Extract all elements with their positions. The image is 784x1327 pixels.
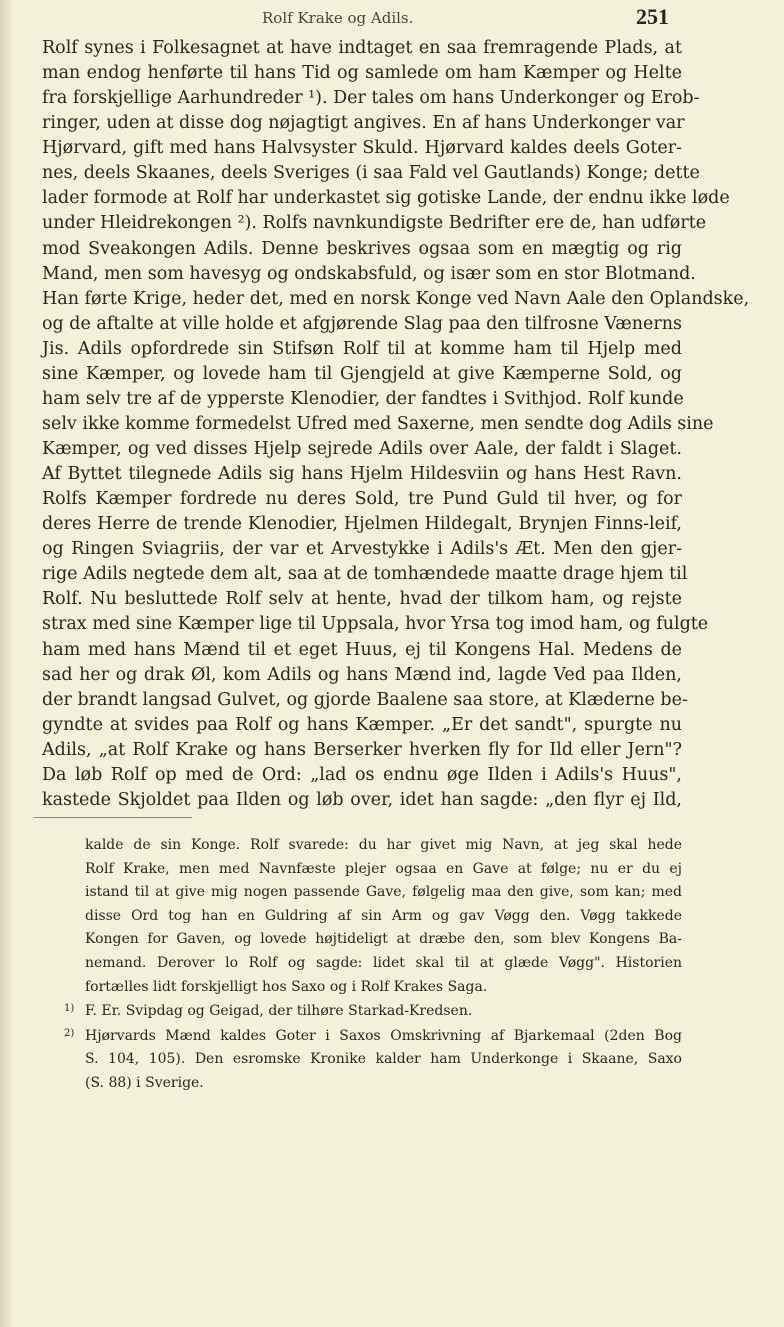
- text-line: nes, deels Skaanes, deels Sveriges (i saa Fald vel Gautlands) Konge; dette: [42, 163, 700, 184]
- text-line: Adils, „at Rolf Krake og hans Berserker hverken fly for Ild eller Jern"?: [42, 739, 682, 760]
- footnote-line: (S. 88) i Sverige.: [85, 1074, 204, 1091]
- text-line: Rolf. Nu besluttede Rolf selv at hente, hvad der tilkom ham, og rejste: [42, 589, 682, 610]
- footnote-marker: 2): [64, 1027, 75, 1039]
- footnote-line: kalde de sin Konge. Rolf svarede: du har givet mig Navn, at jeg skal hede: [85, 837, 682, 853]
- text-line: Hjørvard, gift med hans Halvsyster Skuld. Hjørvard kaldes deels Goter-: [42, 138, 682, 159]
- text-line: Kæmper, og ved disses Hjelp sejrede Adils over Aale, der faldt i Slaget.: [42, 439, 682, 459]
- text-line: sad her og drak Øl, kom Adils og hans Mænd ind, lagde Ved paa Ilden,: [42, 664, 682, 685]
- text-line: strax med sine Kæmper lige til Uppsala, hvor Yrsa tog imod ham, og fulgte: [42, 614, 709, 635]
- footnote-line: istand til at give mig nogen passende Gave, følgelig maa den give, som kan; med: [85, 884, 682, 901]
- text-line: Rolfs Kæmper fordrede nu deres Sold, tre Pund Guld til hver, og for: [42, 489, 682, 510]
- main-text: [42, 36, 750, 813]
- text-line: gyndte at svides paa Rolf og hans Kæmper. „Er det sandt", spurgte nu: [42, 714, 682, 735]
- text-line: der brandt langsad Gulvet, og gjorde Baalene saa store, at Klæderne be-: [42, 689, 688, 710]
- text-line: under Hleidrekongen ²). Rolfs navnkundigste Bedrifter ere de, han udførte: [42, 213, 707, 234]
- text-line: Af Byttet tilegnede Adils sig hans Hjelm Hildesviin og hans Hest Ravn.: [42, 464, 682, 485]
- text-line: Da løb Rolf op med de Ord: „lad os endnu øge Ilden i Adils's Huus",: [42, 764, 682, 785]
- text-line: deres Herre de trende Klenodier, Hjelmen Hildegalt, Brynjen Finns-leif,: [42, 514, 682, 535]
- text-line: fra forskjellige Aarhundreder ¹). Der tales om hans Underkonger og Erob-: [42, 88, 700, 109]
- text-line: og Ringen Sviagriis, der var et Arvestykke i Adils's Æt. Men den gjer-: [42, 539, 682, 560]
- page-header: [0, 4, 784, 32]
- footnote-line: S. 104, 105). Den esromske Kronike kalder ham Underkonge i Skaane, Saxo: [85, 1051, 682, 1068]
- text-line: lader formode at Rolf har underkastet sig gotiske Lande, der endnu ikke løde: [42, 188, 730, 209]
- page-number: 251: [636, 4, 669, 29]
- footnote-line: F. Er. Svipdag og Geigad, der tilhøre Starkad-Kredsen.: [85, 1003, 473, 1020]
- text-line: ringer, uden at disse dog nøjagtigt angives. En af hans Underkonger var: [42, 113, 685, 134]
- text-line: Han førte Krige, heder det, med en norsk Konge ved Navn Aale den Oplandske,: [42, 288, 750, 309]
- text-line: Mand, men som havesyg og ondskabsfuld, og især som en stor Blotmand.: [42, 263, 696, 284]
- footnote-continued: [85, 834, 682, 999]
- footnote-line: Kongen for Gaven, og lovede højtideligt at dræbe den, som blev Kongens Ba-: [85, 931, 682, 948]
- footnote-line: nemand. Derover lo Rolf og sagde: lidet skal til at glæde Vøgg". Historien: [85, 954, 682, 971]
- footnote-line: fortælles lidt forskjelligt hos Saxo og i Rolf Krakes Saga.: [85, 978, 488, 995]
- text-line: ham med hans Mænd til et eget Huus, ej til Kongens Hal. Medens de: [42, 639, 682, 660]
- text-line: rige Adils negtede dem alt, saa at de tomhændede maatte drage hjem til: [42, 564, 688, 585]
- text-line: og de aftalte at ville holde et afgjørende Slag paa den tilfrosne Vænerns: [42, 313, 682, 334]
- footnote-line: Hjørvards Mænd kaldes Goter i Saxos Omskrivning af Bjarkemaal (2den Bog: [85, 1027, 682, 1044]
- running-title: Rolf Krake og Adils.: [262, 9, 414, 27]
- footnote-line: disse Ord tog han en Guldring af sin Arm og gav Vøgg den. Vøgg takkede: [85, 907, 682, 924]
- text-line: selv ikke komme formedelst Ufred med Saxerne, men sendte dog Adils sine: [42, 413, 714, 434]
- text-line: kastede Skjoldet paa Ilden og løb over, idet han sagde: „den flyr ej Ild,: [42, 789, 682, 810]
- footnote-separator: [34, 817, 192, 818]
- text-line: sine Kæmper, og lovede ham til Gjengjeld at give Kæmperne Sold, og: [42, 363, 682, 384]
- text-line: man endog henførte til hans Tid og samlede om ham Kæmper og Helte: [42, 63, 682, 84]
- text-line: mod Sveakongen Adils. Denne beskrives ogsaa som en mægtig og rig: [42, 238, 682, 259]
- text-line: ham selv tre af de ypperste Klenodier, der fandtes i Svithjod. Rolf kunde: [42, 388, 684, 409]
- footnote-marker: 1): [64, 1003, 75, 1015]
- text-line: Jis. Adils opfordrede sin Stifsøn Rolf til at komme ham til Hjelp med: [42, 338, 682, 359]
- footnote-line: Rolf Krake, men med Navnfæste plejer ogsaa en Gave at følge; nu er du ej: [85, 860, 682, 877]
- page-gutter-shadow: [0, 0, 14, 1327]
- text-line: Rolf synes i Folkesagnet at have indtaget en saa fremragende Plads, at: [42, 38, 682, 58]
